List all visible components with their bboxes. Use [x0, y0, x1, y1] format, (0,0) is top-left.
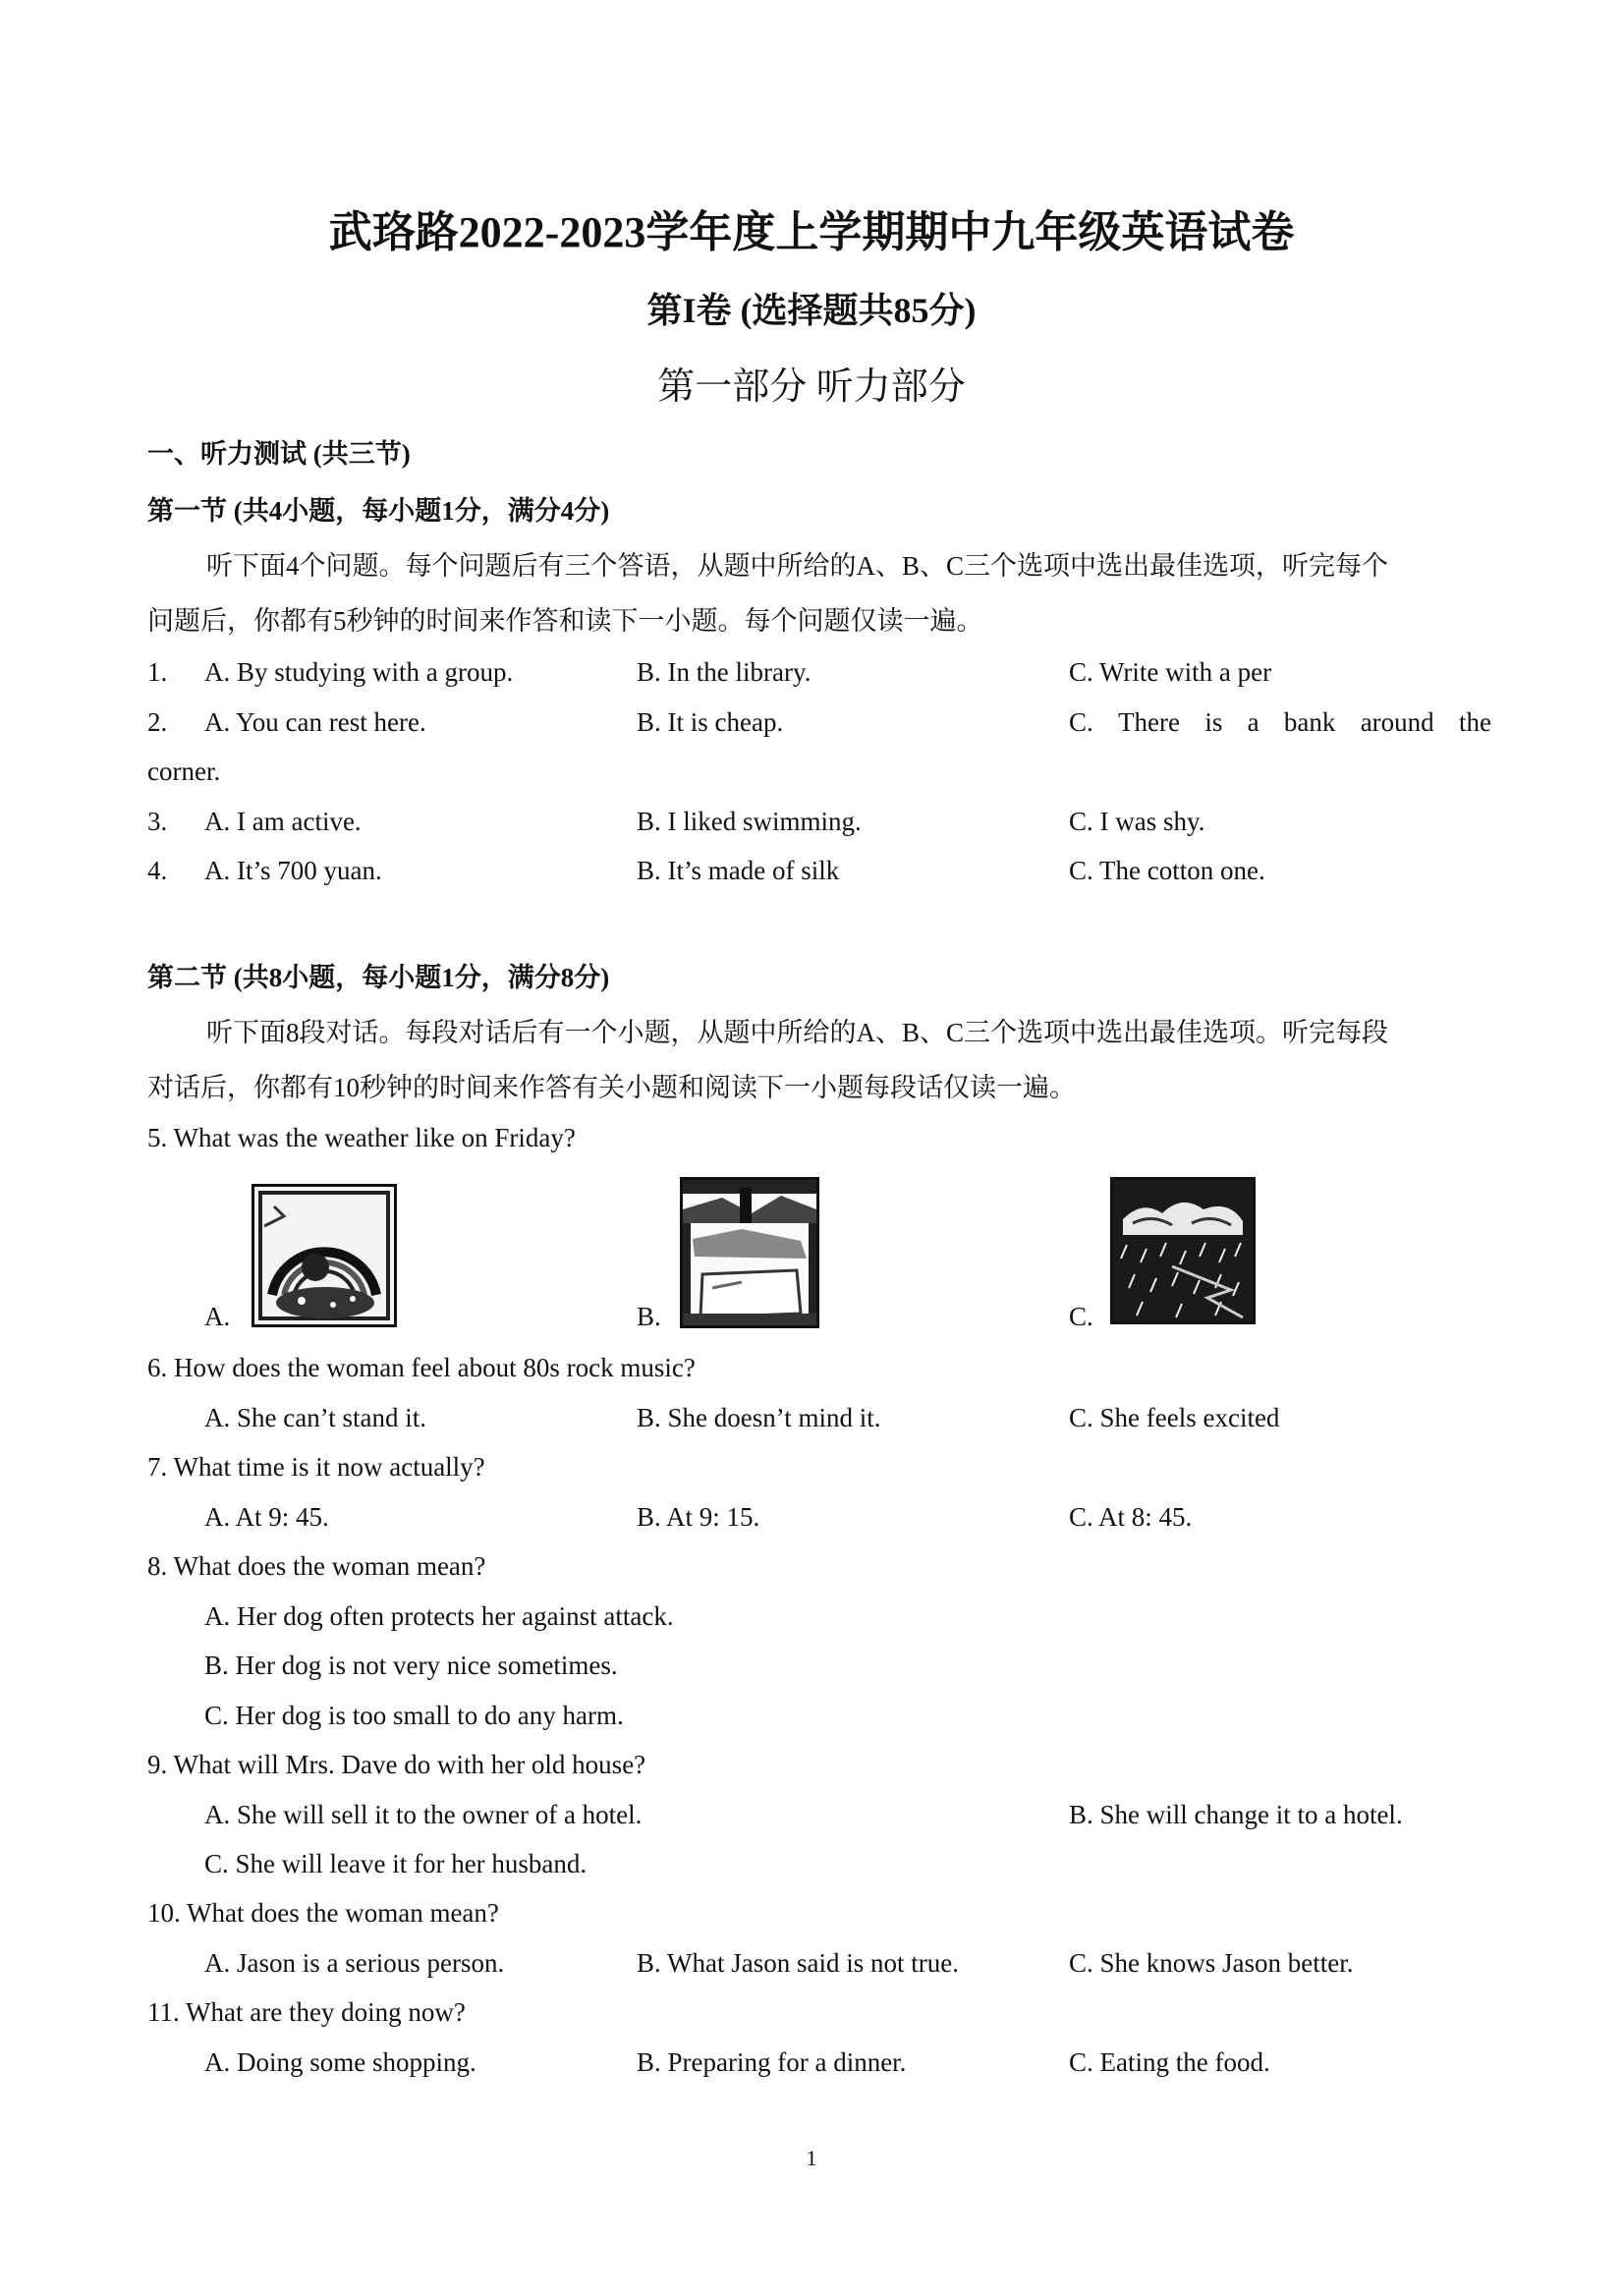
option-c-word: a [1247, 707, 1259, 737]
option-b: B. Preparing for a dinner. [637, 2047, 907, 2077]
option-a: A. At 9: 45. [204, 1502, 329, 1532]
rainy-scene-picture [1110, 1177, 1256, 1324]
question-number: 2. [147, 707, 168, 737]
question-stem: 9. What will Mrs. Dave do with her old house? [147, 1750, 646, 1779]
option-a: A. She will sell it to the owner of a hotel. [204, 1800, 643, 1829]
option-c: C. She feels excited [1069, 1403, 1280, 1432]
option-c-word: is [1204, 707, 1223, 737]
option-c: C. At 8: 45. [1069, 1502, 1193, 1532]
option-a: A. It’s 700 yuan. [204, 856, 382, 885]
sunny-scene-picture [680, 1177, 819, 1328]
option-b: B. What Jason said is not true. [637, 1948, 959, 1978]
option-c: C. Eating the food. [1069, 2047, 1270, 2077]
section1-instruction-line2: 问题后，你都有5秒钟的时间来作答和读下一小题。每个问题仅读一遍。 [147, 606, 983, 636]
option-c-continued: corner. [147, 756, 221, 786]
sun-icon [683, 1180, 816, 1325]
section2-heading: 第二节 (共8小题，每小题1分，满分8分) [147, 963, 610, 992]
volume-title: 第I卷 (选择题共85分) [646, 291, 977, 330]
option-b: B. [637, 1302, 661, 1331]
option-c-word: There [1118, 707, 1181, 737]
question-stem: 10. What does the woman mean? [147, 1898, 499, 1928]
option-c [1069, 707, 1491, 738]
section1-heading: 第一节 (共4小题，每小题1分，满分4分) [147, 496, 610, 526]
option-b: B. She doesn’t mind it. [637, 1403, 881, 1432]
section1-instruction-line1: 听下面4个问题。每个问题后有三个答语，从题中所给的A、B、C三个选项中选出最佳选项，听完每个 [206, 551, 1389, 581]
option-b: B. She will change it to a hotel. [1069, 1800, 1403, 1829]
option-b: B. It’s made of silk [637, 856, 840, 885]
page-number: 1 [806, 2146, 817, 2170]
section2-instruction-line2: 对话后，你都有10秒钟的时间来作答有关小题和阅读下一小题每段话仅读一遍。 [147, 1073, 1076, 1102]
option-b: B. In the library. [637, 657, 812, 687]
question-stem: 5. What was the weather like on Friday? [147, 1123, 576, 1152]
option-b: B. At 9: 15. [637, 1502, 760, 1532]
option-c: C. I was shy. [1069, 807, 1205, 836]
option-c-word: bank [1283, 707, 1336, 737]
option-a: A. By studying with a group. [204, 657, 514, 687]
question-stem: 11. What are they doing now? [147, 1997, 466, 2027]
question-stem: 8. What does the woman mean? [147, 1551, 486, 1581]
rain-icon [1113, 1180, 1253, 1321]
option-a: A. She can’t stand it. [204, 1403, 426, 1432]
rainbow-icon [254, 1187, 394, 1324]
option-a: A. Her dog often protects her against attack. [204, 1601, 674, 1631]
exam-title: 武珞路2022-2023学年度上学期期中九年级英语试卷 [328, 208, 1295, 256]
question-stem: 7. What time is it now actually? [147, 1452, 485, 1482]
option-c: C. She will leave it for her husband. [204, 1849, 588, 1878]
option-c-word: around [1360, 707, 1434, 737]
option-b: B. Her dog is not very nice sometimes. [204, 1651, 618, 1680]
option-c: C. Her dog is too small to do any harm. [204, 1701, 624, 1730]
section2-instruction-line1: 听下面8段对话。每段对话后有一个小题，从题中所给的A、B、C三个选项中选出最佳选项。听完每段 [206, 1018, 1389, 1047]
option-b: B. I liked swimming. [637, 807, 862, 836]
option-c: C. [1069, 1302, 1093, 1331]
option-c-word: C. [1069, 707, 1093, 737]
part-title: 第一部分 听力部分 [657, 366, 966, 408]
section-main-heading: 一、听力测试 (共三节) [147, 439, 411, 469]
option-c: C. The cotton one. [1069, 856, 1265, 885]
option-b: B. It is cheap. [637, 707, 784, 737]
question-number: 1. [147, 657, 168, 687]
question-number: 3. [147, 807, 168, 836]
option-a: A. Doing some shopping. [204, 2047, 476, 2077]
option-a: A. You can rest here. [204, 707, 426, 737]
option-c: C. She knows Jason better. [1069, 1948, 1354, 1978]
option-a: A. Jason is a serious person. [204, 1948, 505, 1978]
option-c: C. Write with a per [1069, 657, 1272, 687]
question-stem: 6. How does the woman feel about 80s rock music? [147, 1353, 696, 1382]
rainbow-picture [252, 1184, 397, 1327]
option-a: A. I am active. [204, 807, 362, 836]
option-c-word: the [1458, 707, 1491, 737]
question-number: 4. [147, 856, 168, 885]
option-a: A. [204, 1302, 231, 1331]
